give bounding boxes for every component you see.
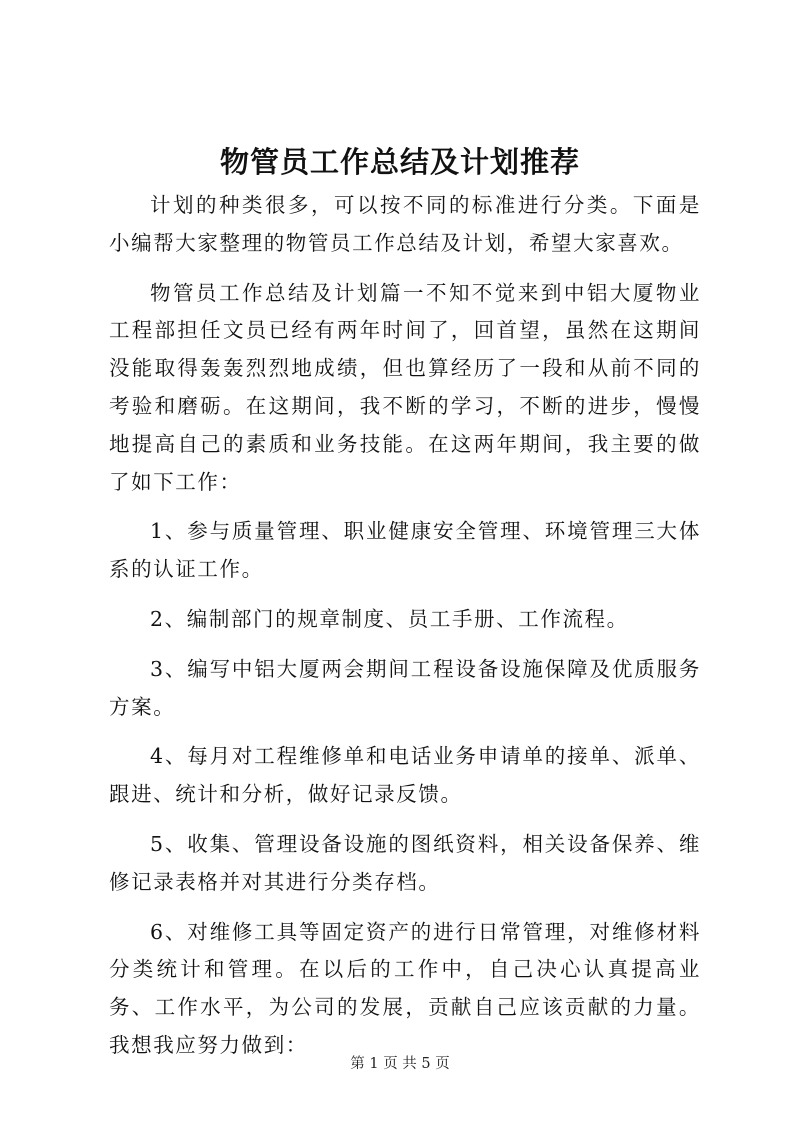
paragraph-item-3: 3、编写中铝大厦两会期间工程设备设施保障及优质服务方案。 [109, 656, 701, 719]
paragraph-item-4: 4、每月对工程维修单和电话业务申请单的接单、派单、跟进、统计和分析，做好记录反馈。 [109, 744, 701, 807]
page-footer: 第 1 页 共 5 页 [350, 1056, 450, 1072]
paragraph-item-6: 6、对维修工具等固定资产的进行日常管理，对维修材料分类统计和管理。在以后的工作中，自己决心认真提高业务、工作水平，为公司的发展，贡献自己应该贡献的力量。我想我应努力做到： [109, 919, 701, 1057]
document-body [109, 187, 701, 1065]
paragraph-item-5: 5、收集、管理设备设施的图纸资料，相关设备保养、维修记录表格并对其进行分类存档。 [109, 831, 701, 894]
paragraph-item-1: 1、参与质量管理、职业健康安全管理、环境管理三大体系的认证工作。 [109, 519, 701, 582]
paragraph-summary: 物管员工作总结及计划篇一不知不觉来到中铝大厦物业工程部担任文员已经有两年时间了，回首望，虽然在这期间没能取得轰轰烈烈地成绩，但也算经历了一段和从前不同的考验和磨砺。在这期间，我不断的学习，不断的进步，慢慢地提高自己的素质和业务技能。在这两年期间，我主要的做了如下工作： [109, 280, 701, 494]
paragraph-item-2: 2、编制部门的规章制度、员工手册、工作流程。 [150, 606, 629, 631]
document-title: 物管员工作总结及计划推荐 [219, 145, 580, 179]
paragraph-intro: 计划的种类很多，可以按不同的标准进行分类。下面是小编帮大家整理的物管员工作总结及计划，希望大家喜欢。 [109, 193, 701, 255]
